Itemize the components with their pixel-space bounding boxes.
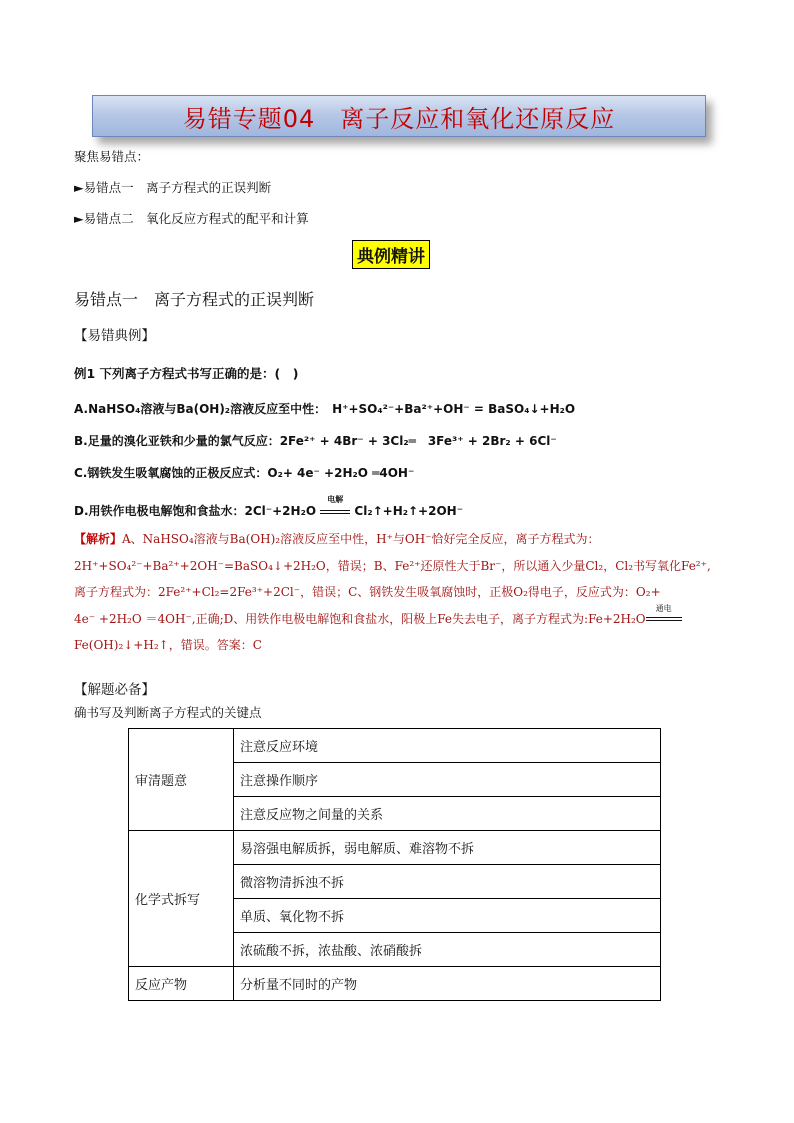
option-d-reactants: D.用铁作电极电解饱和食盐水：2Cl⁻+2H₂O bbox=[74, 504, 317, 518]
power-arrow: 通电 bbox=[646, 606, 682, 633]
option-c: C.钢铁发生吸氧腐蚀的正极反应式：O₂+ 4e⁻ +2H₂O ═4OH⁻ bbox=[74, 466, 415, 480]
analysis-line-4: 4e⁻ +2H₂O ＝4OH⁻,正确;D、用铁作电极电解饱和食盐水，阳极上Fe失去电子，离子方程式为:Fe+2H₂O 通电 bbox=[74, 606, 724, 633]
analysis-line-3: 离子方程式为：2Fe²⁺+Cl₂=2Fe³⁺+2Cl⁻，错误；C、钢铁发生吸氧腐蚀时，正极O₂得电子，反应式为：O₂+ bbox=[74, 585, 661, 599]
essentials-intro: 确书写及判断离子方程式的关键点 bbox=[74, 705, 262, 720]
option-d-products: Cl₂↑+H₂↑+2OH⁻ bbox=[354, 504, 464, 518]
table-cell: 浓硫酸不拆，浓盐酸、浓硝酸拆 bbox=[234, 933, 661, 967]
analysis-line-2: 2H⁺+SO₄²⁻+Ba²⁺+2OH⁻=BaSO₄↓+2H₂O，错误；B、Fe²⁺还原性大于Br⁻，所以通入少量Cl₂，Cl₂书写氧化Fe²⁺, bbox=[74, 558, 711, 573]
table-cell: 单质、氧化物不拆 bbox=[234, 899, 661, 933]
section-tag: 典例精讲 bbox=[352, 240, 430, 269]
focus-point-2: ►易错点二 氧化反应方程式的配平和计算 bbox=[74, 211, 309, 226]
table-category: 反应产物 bbox=[129, 967, 234, 1001]
table-cell: 注意反应环境 bbox=[234, 729, 661, 763]
table-cell: 注意反应物之间量的关系 bbox=[234, 797, 661, 831]
analysis-line-1: 【解析】A、NaHSO₄溶液与Ba(OH)₂溶液反应至中性，H⁺与OH⁻恰好完全反应，离子方程式为： bbox=[74, 532, 600, 546]
table-row bbox=[129, 831, 661, 865]
example-label: 【易错典例】 bbox=[74, 328, 155, 344]
table-cell: 易溶强电解质拆，弱电解质、难溶物不拆 bbox=[234, 831, 661, 865]
question-text: 例1 下列离子方程式书写正确的是：( ) bbox=[74, 366, 299, 381]
option-d bbox=[74, 495, 464, 519]
analysis-lead: 【解析】 bbox=[74, 532, 123, 546]
electrolysis-condition: 电解 bbox=[327, 495, 344, 504]
analysis-line-5: Fe(OH)₂↓+H₂↑，错误。答案：C bbox=[74, 638, 262, 652]
table-row bbox=[129, 967, 661, 1001]
key-points-table bbox=[128, 728, 661, 1001]
table-cell: 注意操作顺序 bbox=[234, 763, 661, 797]
title-banner bbox=[92, 95, 706, 137]
focus-heading: 聚焦易错点： bbox=[74, 149, 150, 164]
option-a: A.NaHSO₄溶液与Ba(OH)₂溶液反应至中性： H⁺+SO₄²⁻+Ba²⁺+OH⁻ = BaSO₄↓+H₂O bbox=[74, 402, 576, 416]
analysis-block bbox=[74, 526, 724, 659]
page-title: 易错专题04 离子反应和氧化还原反应 bbox=[182, 104, 616, 133]
table-category: 审清题意 bbox=[129, 729, 234, 831]
focus-point-1: ►易错点一 离子方程式的正误判断 bbox=[74, 180, 272, 195]
option-b: B.足量的溴化亚铁和少量的氯气反应：2Fe²⁺ + 4Br⁻ + 3Cl₂═ 3Fe³⁺ + 2Br₂ + 6Cl⁻ bbox=[74, 434, 557, 448]
table-category: 化学式拆写 bbox=[129, 831, 234, 967]
table-cell: 微溶物清拆浊不拆 bbox=[234, 865, 661, 899]
electrolysis-arrow bbox=[320, 495, 350, 518]
section-title: 易错点一 离子方程式的正误判断 bbox=[74, 290, 315, 309]
table-row bbox=[129, 729, 661, 763]
table-cell: 分析量不同时的产物 bbox=[234, 967, 661, 1001]
essentials-label: 【解题必备】 bbox=[74, 682, 155, 698]
